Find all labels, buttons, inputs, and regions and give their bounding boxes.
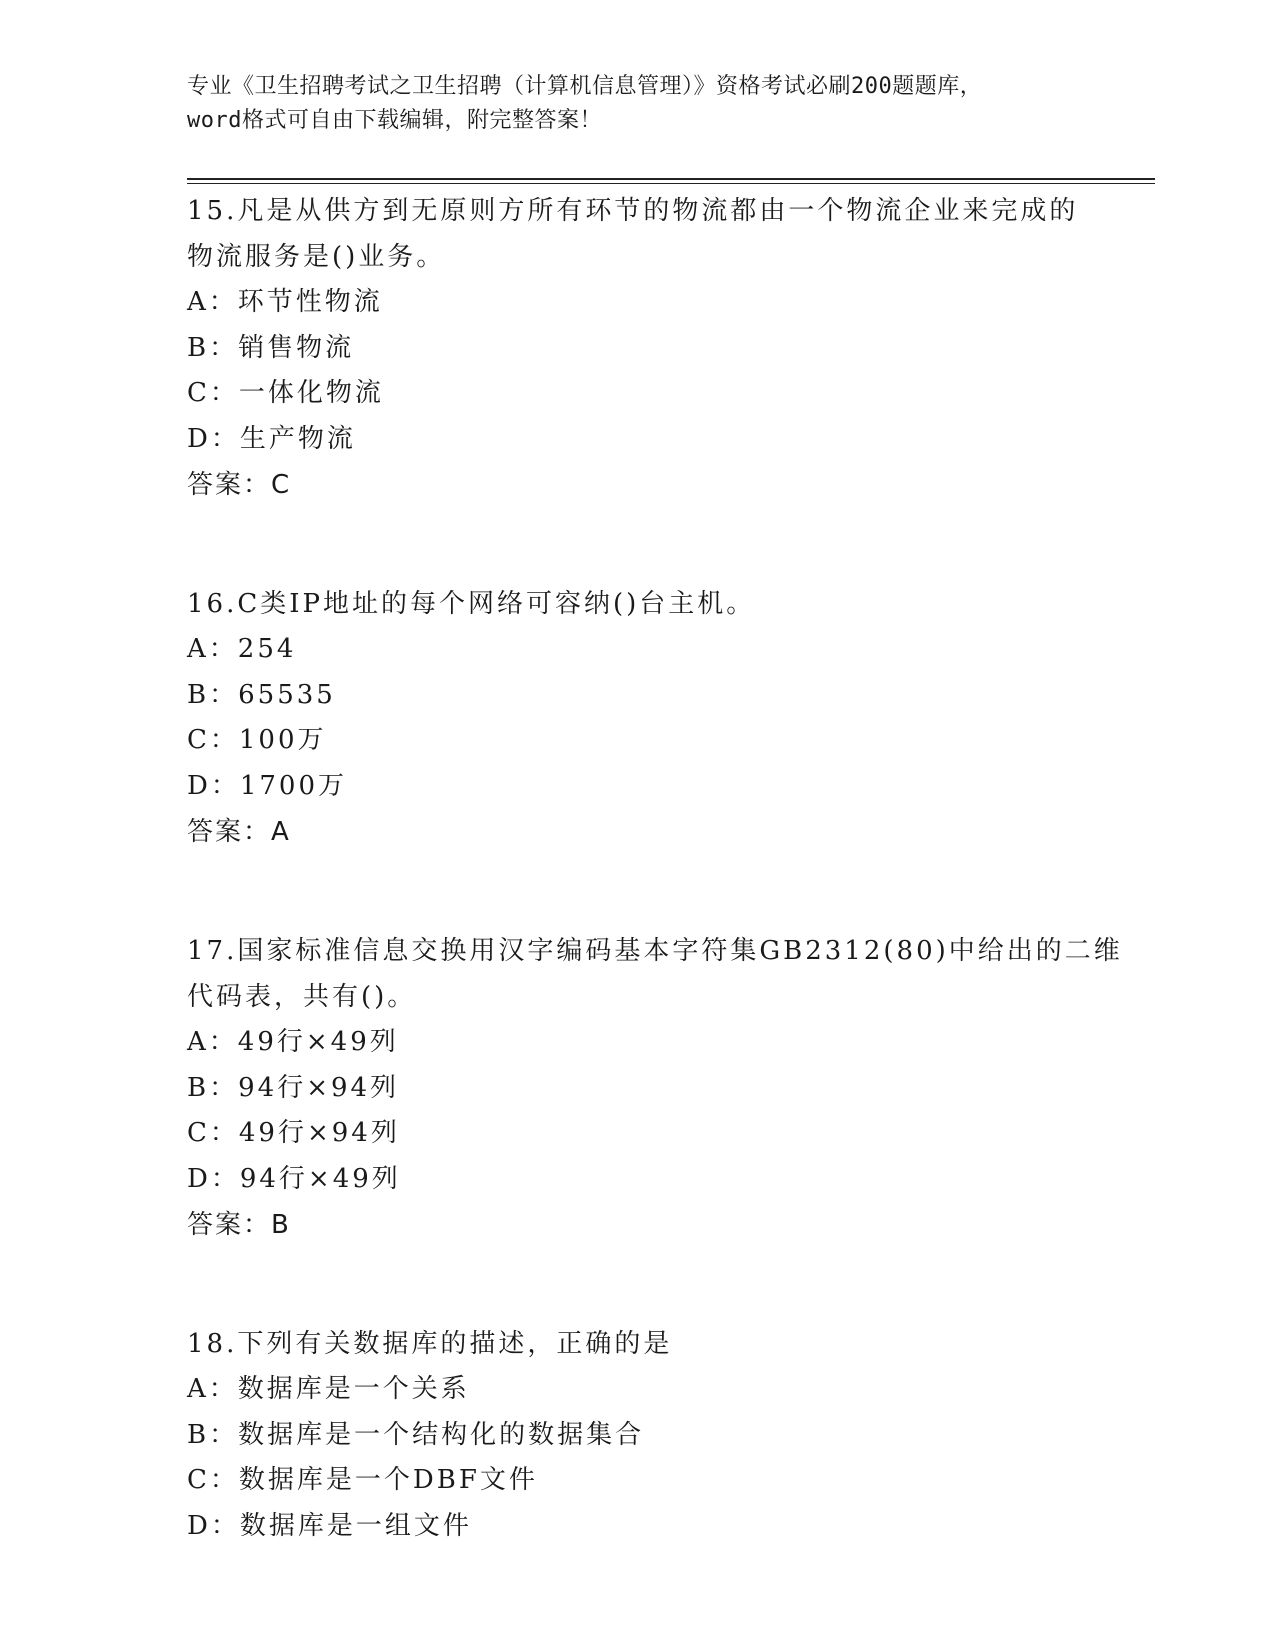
question-list [187, 188, 1147, 1549]
page-header [187, 70, 1087, 138]
answer-line: 答案：B [187, 1210, 291, 1240]
option-b: B：数据库是一个结构化的数据集合 [187, 1419, 645, 1450]
header-line-2: word格式可自由下载编辑，附完整答案！ [187, 108, 602, 133]
option-a: A：数据库是一个关系 [187, 1374, 470, 1404]
option-c: C：一体化物流 [187, 378, 384, 408]
question-stem-line: 17.国家标准信息交换用汉字编码基本字符集GB2312(80)中给出的二维 [187, 936, 1123, 966]
answer-line: 答案：C [187, 470, 292, 500]
option-b: B：94行×94列 [187, 1072, 400, 1103]
answer-line: 答案：A [187, 817, 291, 847]
header-divider-thick [187, 178, 1155, 180]
option-c: C：数据库是一个DBF文件 [187, 1465, 538, 1495]
question-18 [187, 1321, 1147, 1549]
option-d: D：1700万 [187, 770, 348, 801]
question-stem-line: 18.下列有关数据库的描述，正确的是 [187, 1329, 673, 1359]
header-divider-thin [187, 183, 1155, 184]
question-stem-line: 15.凡是从供方到无原则方所有环节的物流都由一个物流企业来完成的 [187, 196, 1079, 226]
question-stem-line: 代码表，共有()。 [187, 982, 417, 1012]
option-d: D：94行×49列 [187, 1163, 401, 1194]
question-16 [187, 581, 1147, 855]
option-a: A：49行×49列 [187, 1027, 399, 1057]
option-b: B：65535 [187, 679, 336, 710]
option-a: A：环节性物流 [187, 287, 383, 317]
header-line-1: 专业《卫生招聘考试之卫生招聘（计算机信息管理）》资格考试必刷200题题库， [187, 74, 983, 99]
option-c: C：49行×94列 [187, 1118, 400, 1148]
option-a: A：254 [187, 634, 297, 664]
option-d: D：生产物流 [187, 423, 356, 454]
option-b: B：销售物流 [187, 332, 355, 363]
question-stem-line: 16.C类IP地址的每个网络可容纳()台主机。 [187, 589, 756, 619]
question-stem-line: 物流服务是()业务。 [187, 242, 446, 272]
question-15 [187, 188, 1147, 508]
option-d: D：数据库是一组文件 [187, 1510, 472, 1541]
option-c: C：100万 [187, 725, 327, 755]
question-17 [187, 928, 1147, 1248]
